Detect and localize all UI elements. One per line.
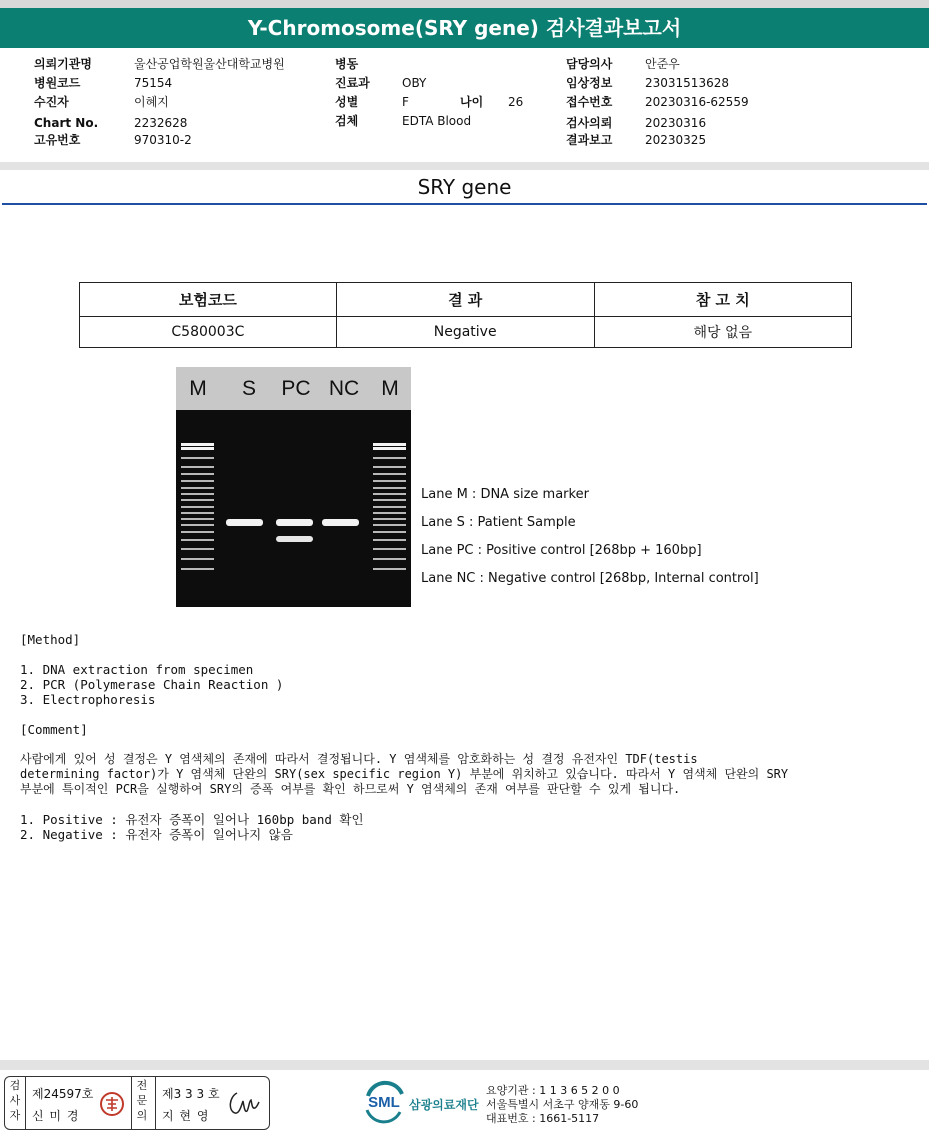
cell-reference: 해당 없음	[594, 317, 851, 348]
info-value: 20230316-62559	[645, 95, 749, 109]
ladder-band	[181, 493, 214, 495]
info-value: 20230316	[645, 116, 707, 130]
examiner-name: 신 미 경	[32, 1109, 80, 1123]
info-label: 의뢰기관명	[34, 57, 92, 71]
info-value: EDTA Blood	[402, 114, 472, 128]
info-value: 울산공업학원울산대학교병원	[134, 57, 285, 71]
ladder-band	[373, 568, 406, 570]
info-label: 고유번호	[34, 133, 81, 147]
top-strip	[0, 0, 929, 8]
ladder-band	[373, 457, 406, 459]
header-result: 결 과	[336, 283, 594, 317]
info-label: 담당의사	[566, 57, 613, 71]
ladder-band	[373, 548, 406, 550]
ladder-band	[181, 548, 214, 550]
info-label: 임상정보	[566, 76, 613, 90]
sml-logo-icon	[362, 1080, 407, 1124]
examiner-label: 검 사 자	[9, 1079, 21, 1122]
ladder-band	[181, 568, 214, 570]
info-label: 진료과	[335, 76, 370, 90]
comment-line: determining factor)가 Y 염색체 단완의 SRY(sex specific region Y) 부분에 위치하고 있습니다. 따라서 Y 염색체 단완의 SRY	[20, 767, 789, 781]
info-value: 26	[508, 95, 524, 109]
section-underline	[2, 203, 927, 205]
table-header-row	[80, 283, 852, 317]
info-label: 수진자	[34, 95, 69, 109]
gel-electrophoresis-image	[176, 367, 411, 607]
ladder-band	[373, 487, 406, 489]
ladder-band	[181, 506, 214, 508]
section-divider	[0, 162, 929, 170]
legend-lane-s: Lane S : Patient Sample	[421, 515, 576, 530]
ladder-band	[181, 443, 214, 446]
info-label: 나이	[460, 95, 484, 109]
info-label: Chart No.	[34, 116, 99, 130]
info-label: 성별	[335, 95, 359, 109]
method-item: 2. PCR (Polymerase Chain Reaction )	[20, 677, 284, 692]
section-title: SRY gene	[417, 175, 512, 199]
lane-label-s: S	[241, 377, 257, 400]
comment-item: 2. Negative : 유전자 증폭이 일어나지 않음	[20, 827, 293, 842]
info-label: 병동	[335, 57, 359, 71]
result-table	[79, 282, 852, 348]
report-title: Y-Chromosome(SRY gene) 검사결과보고서	[0, 8, 929, 48]
info-value: 이혜지	[134, 95, 169, 109]
org-address: 서울특별시 서초구 양재동 9-60	[486, 1098, 639, 1111]
ladder-band	[181, 512, 214, 514]
org-code: 요양기관 : 1 1 3 6 5 2 0 0	[486, 1084, 620, 1097]
ladder-band	[373, 480, 406, 482]
legend-lane-nc: Lane NC : Negative control [268bp, Internal control]	[421, 571, 759, 586]
cell-result: Negative	[336, 317, 594, 348]
info-value: 20230325	[645, 133, 707, 147]
ladder-band	[181, 558, 214, 560]
method-heading: [Method]	[20, 632, 81, 647]
ladder-band	[181, 473, 214, 475]
lane-label-pc: PC	[281, 377, 311, 400]
info-label: 결과보고	[566, 133, 613, 147]
lane-label-nc: NC	[328, 377, 360, 400]
comment-item: 1. Positive : 유전자 증폭이 일어나 160bp band 확인	[20, 812, 364, 827]
ladder-band	[373, 539, 406, 541]
info-label: 접수번호	[566, 95, 613, 109]
info-value: 안준우	[645, 57, 680, 71]
cell-insurance-code: C580003C	[80, 317, 337, 348]
ladder-band	[181, 447, 214, 450]
ladder-band	[373, 443, 406, 446]
org-phone: 대표번호 : 1661-5117	[486, 1112, 600, 1125]
reviewer-name: 지 현 영	[162, 1109, 210, 1123]
signature-box	[4, 1076, 270, 1130]
reviewer-license: 제3 3 3 호	[162, 1087, 220, 1101]
legend-lane-m: Lane M : DNA size marker	[421, 487, 589, 502]
ladder-band	[181, 457, 214, 459]
ladder-band	[181, 499, 214, 501]
ladder-band	[373, 518, 406, 520]
ladder-band	[373, 499, 406, 501]
ladder-band	[373, 512, 406, 514]
info-label: 검사의뢰	[566, 116, 613, 130]
org-name: 삼광의료재단	[409, 1098, 479, 1112]
info-label: 검체	[335, 114, 359, 128]
ladder-band	[373, 447, 406, 450]
comment-line: 사람에게 있어 성 결정은 Y 염색체의 존재에 따라서 결정됩니다. Y 염색체를 암호화하는 성 결정 유전자인 TDF(testis	[20, 752, 698, 766]
ladder-band	[181, 466, 214, 468]
ladder-band	[181, 524, 214, 526]
ladder-band	[181, 531, 214, 533]
lane-label-m2: M	[381, 377, 399, 400]
info-label: 병원코드	[34, 76, 81, 90]
method-item: 1. DNA extraction from specimen	[20, 662, 254, 677]
ladder-band	[373, 558, 406, 560]
reviewer-label: 전 문 의	[136, 1079, 148, 1122]
lane-label-m1: M	[189, 377, 207, 400]
ladder-band	[181, 480, 214, 482]
ladder-band	[373, 466, 406, 468]
examiner-license: 제24597호	[32, 1087, 94, 1101]
table-row	[80, 317, 852, 348]
info-value: 75154	[134, 76, 173, 90]
ladder-band	[181, 487, 214, 489]
info-value: 970310-2	[134, 133, 192, 147]
ladder-band	[181, 539, 214, 541]
seal-stamp-icon	[99, 1091, 125, 1117]
header-insurance-code: 보험코드	[80, 283, 337, 317]
info-value: 23031513628	[645, 76, 729, 90]
band-pc-160bp	[276, 536, 313, 542]
band-pc-268bp	[276, 519, 313, 526]
legend-lane-pc: Lane PC : Positive control [268bp + 160bp]	[421, 543, 702, 558]
ladder-band	[373, 473, 406, 475]
method-item: 3. Electrophoresis	[20, 692, 156, 707]
signature-icon	[225, 1089, 261, 1117]
info-value: OBY	[402, 76, 427, 90]
info-value: F	[402, 95, 409, 109]
band-nc-268bp	[322, 519, 359, 526]
info-value: 2232628	[134, 116, 188, 130]
org-abbr: SML	[368, 1094, 400, 1111]
band-sample-268bp	[226, 519, 263, 526]
ladder-band	[373, 493, 406, 495]
ladder-band	[373, 506, 406, 508]
footer-divider	[0, 1060, 929, 1070]
ladder-band	[181, 518, 214, 520]
comment-heading: [Comment]	[20, 722, 88, 737]
ladder-band	[373, 531, 406, 533]
comment-line: 부분에 특이적인 PCR을 실행하여 SRY의 증폭 여부를 확인 하므로써 Y 염색체의 존재 여부를 판단할 수 있게 됩니다.	[20, 782, 681, 796]
header-reference: 참 고 치	[594, 283, 851, 317]
ladder-band	[373, 524, 406, 526]
